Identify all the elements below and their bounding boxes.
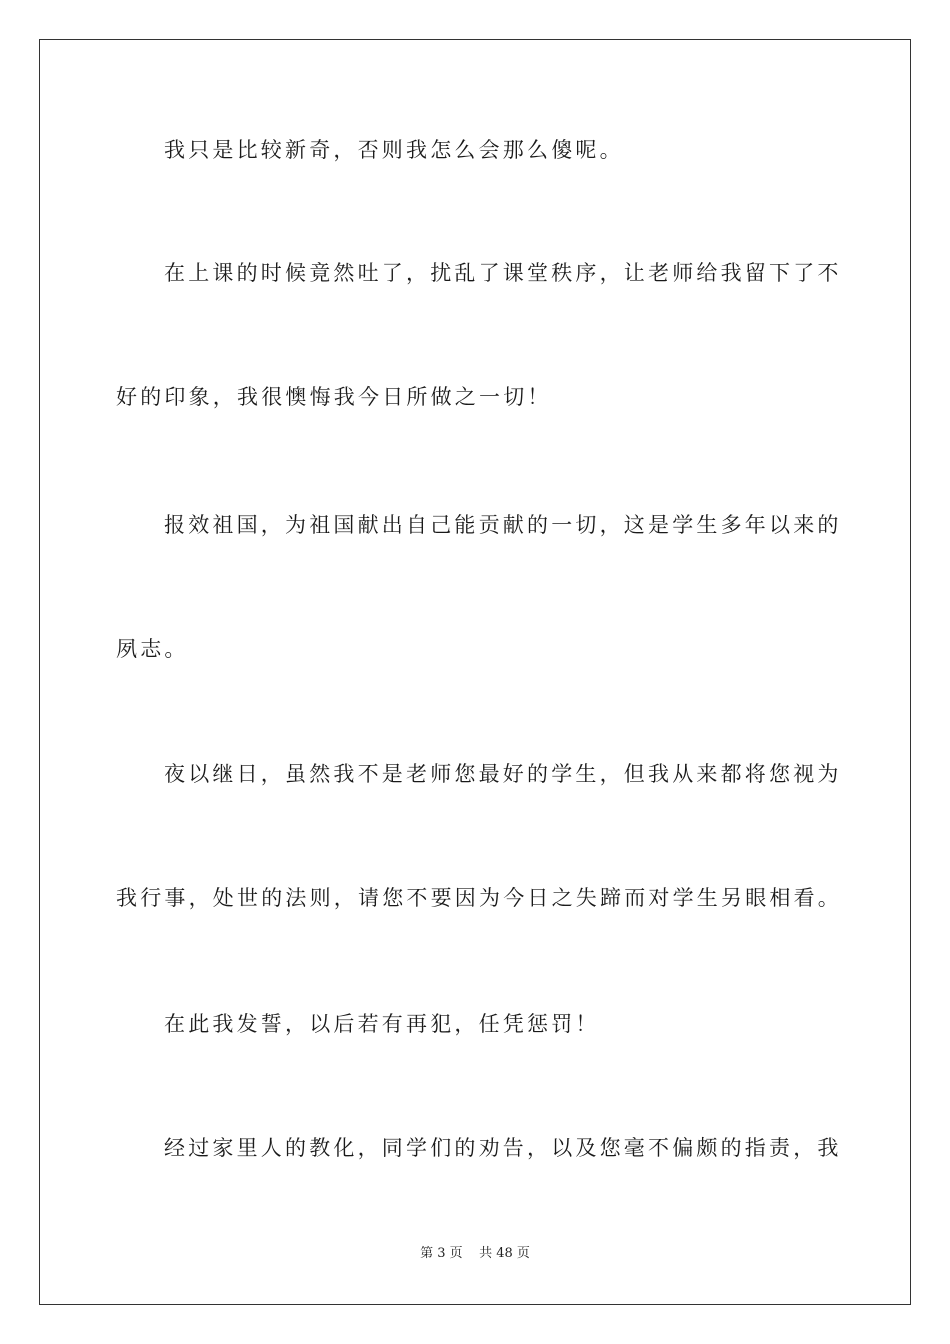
paragraph-line: 在此我发誓，以后若有再犯，任凭惩罚！ bbox=[164, 1012, 600, 1036]
paragraph-line: 经过家里人的教化，同学们的劝告，以及您毫不偏颇的指责，我 bbox=[164, 1136, 842, 1160]
paragraph-line: 好的印象，我很懊悔我今日所做之一切！ bbox=[116, 385, 552, 409]
paragraph-line: 夙志。 bbox=[116, 637, 189, 661]
page-frame bbox=[39, 39, 911, 1305]
paragraph-line: 夜以继日，虽然我不是老师您最好的学生，但我从来都将您视为 bbox=[164, 762, 842, 786]
paragraph-line: 报效祖国，为祖国献出自己能贡献的一切，这是学生多年以来的 bbox=[164, 513, 842, 537]
page-number-footer: 第 3 页 共 48 页 bbox=[420, 1246, 530, 1261]
paragraph-line: 我行事，处世的法则，请您不要因为今日之失蹄而对学生另眼相看。 bbox=[116, 886, 842, 910]
paragraph-line: 在上课的时候竟然吐了，扰乱了课堂秩序，让老师给我留下了不 bbox=[164, 261, 842, 285]
paragraph-line: 我只是比较新奇，否则我怎么会那么傻呢。 bbox=[164, 138, 624, 162]
